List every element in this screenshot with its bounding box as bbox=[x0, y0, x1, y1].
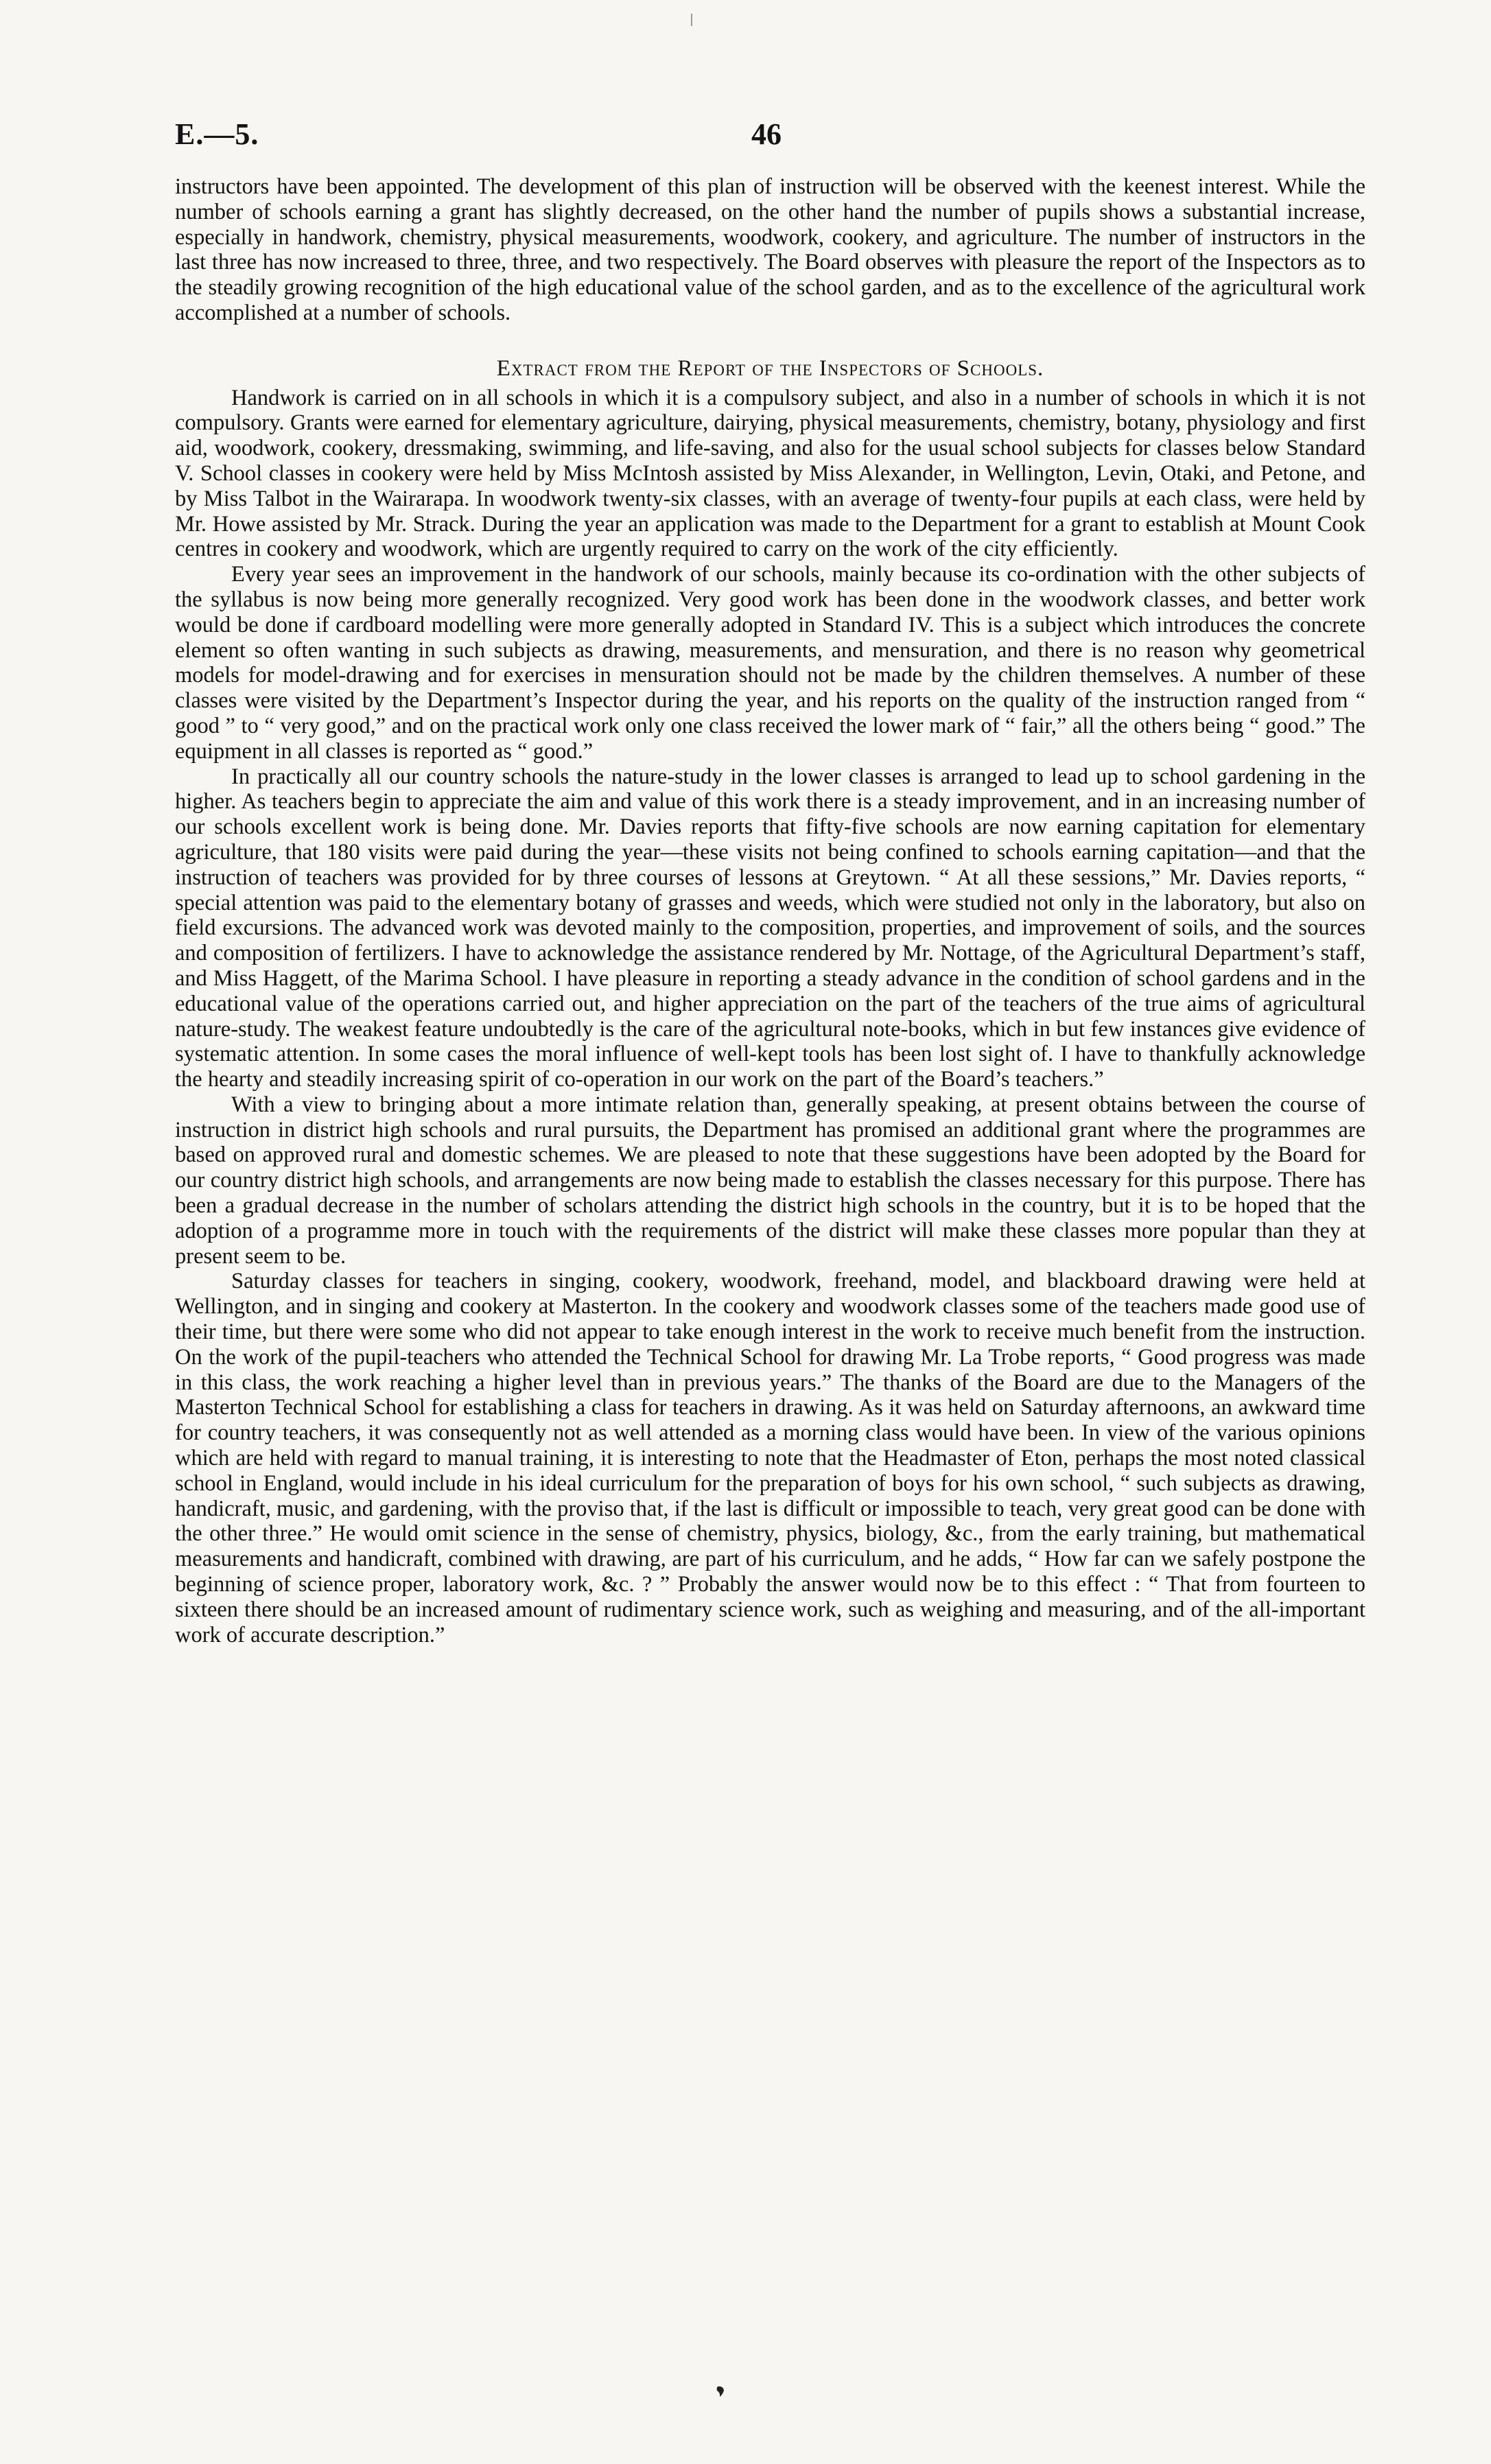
body-text bbox=[175, 174, 1365, 1647]
intro-paragraph: instructors have been appointed. The development of this plan of instruction will be observed with the keenest interest. While the number of schools earning a grant has slightly decreased, on the other hand the number of pupils shows a substantial increase, especially in handwork, chemistry, physical measurements, woodwork, cookery, and agriculture. The number of instructors in the last three has now increased to three, three, and two respectively. The Board observes with pleasure the report of the Inspectors as to the steadily growing recognition of the high educational value of the school garden, and as to the excellence of the agricultural work accomplished at a number of schools. bbox=[175, 174, 1365, 325]
ink-mark-icon bbox=[716, 2385, 725, 2397]
section-heading: Extract from the Report of the Inspectors of Schools. bbox=[496, 355, 1044, 381]
paragraph: In practically all our country schools the nature-study in the lower classes is arranged to lead up to school gardening in the higher. As teachers begin to appreciate the aim and value of this work there is a steady improvement, and in an increasing number of our schools excellent work is being done. Mr. Davies reports that fifty-five schools are now earning capitation for elementary agriculture, that 180 visits were paid during the year—these visits not being confined to schools earning capitation—and that the instruction of teachers was provided for by three courses of lessons at Greytown. “ At all these sessions,” Mr. Davies reports, “ special attention was paid to the elementary botany of grasses and weeds, which were studied not only in the laboratory, but also on field excursions. The advanced work was devoted mainly to the composition, properties, and improvement of soils, and the sources and composition of fertilizers. I have to acknowledge the assistance rendered by Mr. Nottage, of the Agricultural Department’s staff, and Miss Haggett, of the Marima School. I have pleasure in reporting a steady advance in the condition of school gardens and in the educational value of the operations carried out, and higher appreciation on the part of the teachers of the true aims of agricultural nature-study. The weakest feature undoubtedly is the care of the agricultural note-books, which in but few instances give evidence of systematic attention. In some cases the moral influence of well-kept tools has been lost sight of. I have to thankfully acknowledge the hearty and steadily increasing spirit of co-operation in our work on the part of the Board’s teachers.” bbox=[175, 764, 1365, 1092]
paragraph: With a view to bringing about a more intimate relation than, generally speaking, at present obtains between the course of instruction in district high schools and rural pursuits, the Department has promised an additional grant where the programmes are based on approved rural and domestic schemes. We are pleased to note that these suggestions have been adopted by the Board for our country district high schools, and arrangements are now being made to establish the classes necessary for this purpose. There has been a gradual decrease in the number of scholars attending the district high schools in the country, but it is to be hoped that the adoption of a programme more in touch with the requirements of the district will make these classes more popular than they at present seem to be. bbox=[175, 1092, 1365, 1269]
document-reference: E.—5. bbox=[175, 117, 259, 151]
page-edge-mark bbox=[691, 14, 692, 26]
paragraph: Saturday classes for teachers in singing, cookery, woodwork, freehand, model, and blackboard drawing were held at Wellington, and in singing and cookery at Masterton. In the cookery and woodwork classes some of the teachers made good use of their time, but there were some who did not appear to take enough interest in the work to receive much benefit from the instruction. On the work of the pupil-teachers who attended the Technical School for drawing Mr. La Trobe reports, “ Good progress was made in this class, the work reaching a higher level than in previous years.” The thanks of the Board are due to the Managers of the Masterton Technical School for establishing a class for teachers in drawing. As it was held on Saturday afternoons, an awkward time for country teachers, it was consequently not as well attended as a morning class would have been. In view of the various opinions which are held with regard to manual training, it is interesting to note that the Headmaster of Eton, perhaps the most noted classical school in England, would include in his ideal curriculum for the preparation of boys for his own school, “ such subjects as drawing, handicraft, music, and gardening, with the proviso that, if the last is difficult or impossible to teach, very great good can be done with the other three.” He would omit science in the sense of chemistry, physics, biology, &c., from the early training, but mathematical measurements and handicraft, combined with drawing, are part of his curriculum, and he adds, “ How far can we safely postpone the beginning of science proper, laboratory work, &c. ? ” Probably the answer would now be to this effect : “ That from fourteen to sixteen there should be an increased amount of rudimentary science work, such as weighing and measuring, and of the all-important work of accurate description.” bbox=[175, 1269, 1365, 1647]
page-header bbox=[175, 117, 1365, 165]
document-page bbox=[175, 117, 1365, 1647]
page-number: 46 bbox=[751, 117, 782, 151]
paragraph: Every year sees an improvement in the handwork of our schools, mainly because its co-ordination with the other subjects of the syllabus is now being more generally recognized. Very good work has been done in the woodwork classes, and better work would be done if cardboard modelling were more generally adopted in Standard IV. This is a subject which introduces the concrete element so often wanting in such subjects as drawing, measurements, and mensuration, and there is no reason why geometrical models for model-drawing and for exercises in mensuration should not be made by the children themselves. A number of these classes were visited by the Department’s Inspector during the year, and his reports on the quality of the instruction ranged from “ good ” to “ very good,” and on the practical work only one class received the lower mark of “ fair,” all the others being “ good.” The equipment in all classes is reported as “ good.” bbox=[175, 562, 1365, 764]
paragraph: Handwork is carried on in all schools in which it is a compulsory subject, and also in a number of schools in which it is not compulsory. Grants were earned for elementary agriculture, dairying, physical measurements, chemistry, botany, physiology and first aid, woodwork, cookery, dressmaking, swimming, and life-saving, and also for the usual school subjects for classes below Standard V. School classes in cookery were held by Miss McIntosh assisted by Miss Alexander, in Wellington, Levin, Otaki, and Petone, and by Miss Talbot in the Wairarapa. In woodwork twenty-six classes, with an average of twenty-four pupils at each class, were held by Mr. Howe assisted by Mr. Strack. During the year an application was made to the Department for a grant to establish at Mount Cook centres in cookery and woodwork, which are urgently required to carry on the work of the city efficiently. bbox=[175, 385, 1365, 562]
